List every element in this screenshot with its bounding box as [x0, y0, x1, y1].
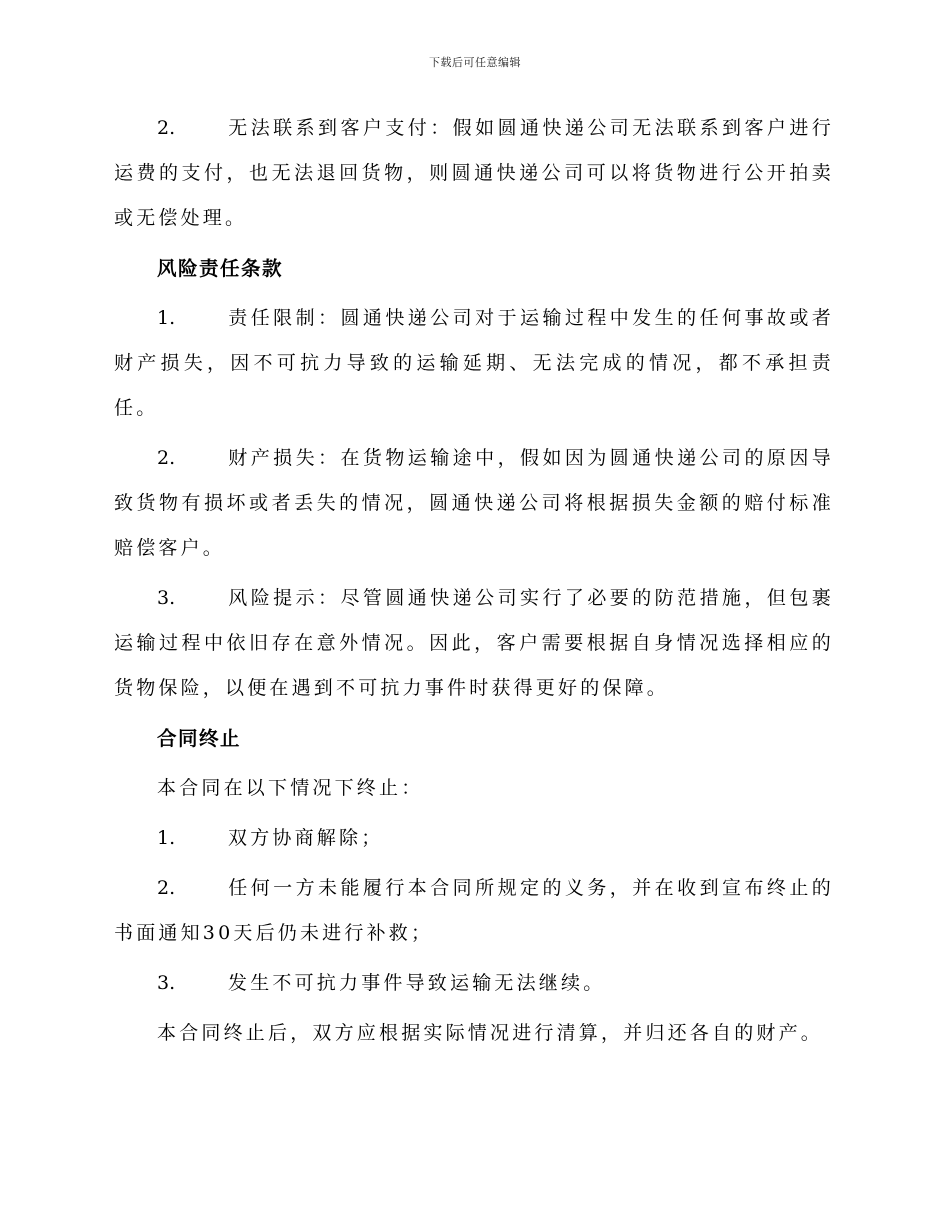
- section-heading-termination: 合同终止: [157, 727, 242, 750]
- list-item-text: 风险提示：尽管圆通快递公司实行了必要的防范措施，但包裹运输过程中依旧存在意外情况。因此，客户需要根据自身情况选择相应的货物保险，以便在遇到不可抗力事件时获得更好的保障。: [114, 587, 834, 699]
- list-item: [114, 866, 834, 956]
- list-item-text: 双方协商解除；: [228, 827, 384, 849]
- list-item-text: 无法联系到客户支付：假如圆通快递公司无法联系到客户进行运费的支付，也无法退回货物，则圆通快递公司可以将货物进行公开拍卖或无偿处理。: [114, 117, 834, 229]
- list-item-number: 1.: [157, 307, 176, 329]
- list-item-number: 2.: [157, 877, 176, 899]
- section-heading-risk: 风险责任条款: [157, 257, 284, 280]
- list-item-text: 任何一方未能履行本合同所规定的义务，并在收到宣布终止的书面通知30天后仍未进行补救；: [114, 877, 834, 944]
- list-item-number: 2.: [157, 447, 176, 469]
- list-item: [114, 816, 834, 861]
- list-item-number: 2.: [157, 117, 176, 139]
- list-item: [114, 961, 834, 1006]
- list-item-number: 1.: [157, 827, 176, 849]
- list-item-text: 发生不可抗力事件导致运输无法继续。: [228, 972, 606, 994]
- termination-intro: 本合同在以下情况下终止：: [157, 777, 424, 799]
- termination-closing: 本合同终止后，双方应根据实际情况进行清算，并归还各自的财产。: [157, 1022, 824, 1044]
- list-item: [114, 436, 834, 571]
- page-header: 下载后可任意编辑: [429, 56, 521, 69]
- document-body: [114, 106, 834, 1061]
- list-item: [114, 576, 834, 711]
- list-item-text: 责任限制：圆通快递公司对于运输过程中发生的任何事故或者财产损失，因不可抗力导致的运输延期、无法完成的情况，都不承担责任。: [114, 307, 834, 419]
- list-item-number: 3.: [157, 587, 176, 609]
- list-item-number: 3.: [157, 972, 176, 994]
- list-item: [114, 296, 834, 431]
- list-item-payment: [114, 106, 834, 241]
- list-item-text: 财产损失：在货物运输途中，假如因为圆通快递公司的原因导致货物有损坏或者丢失的情况，圆通快递公司将根据损失金额的赔付标准赔偿客户。: [114, 447, 834, 559]
